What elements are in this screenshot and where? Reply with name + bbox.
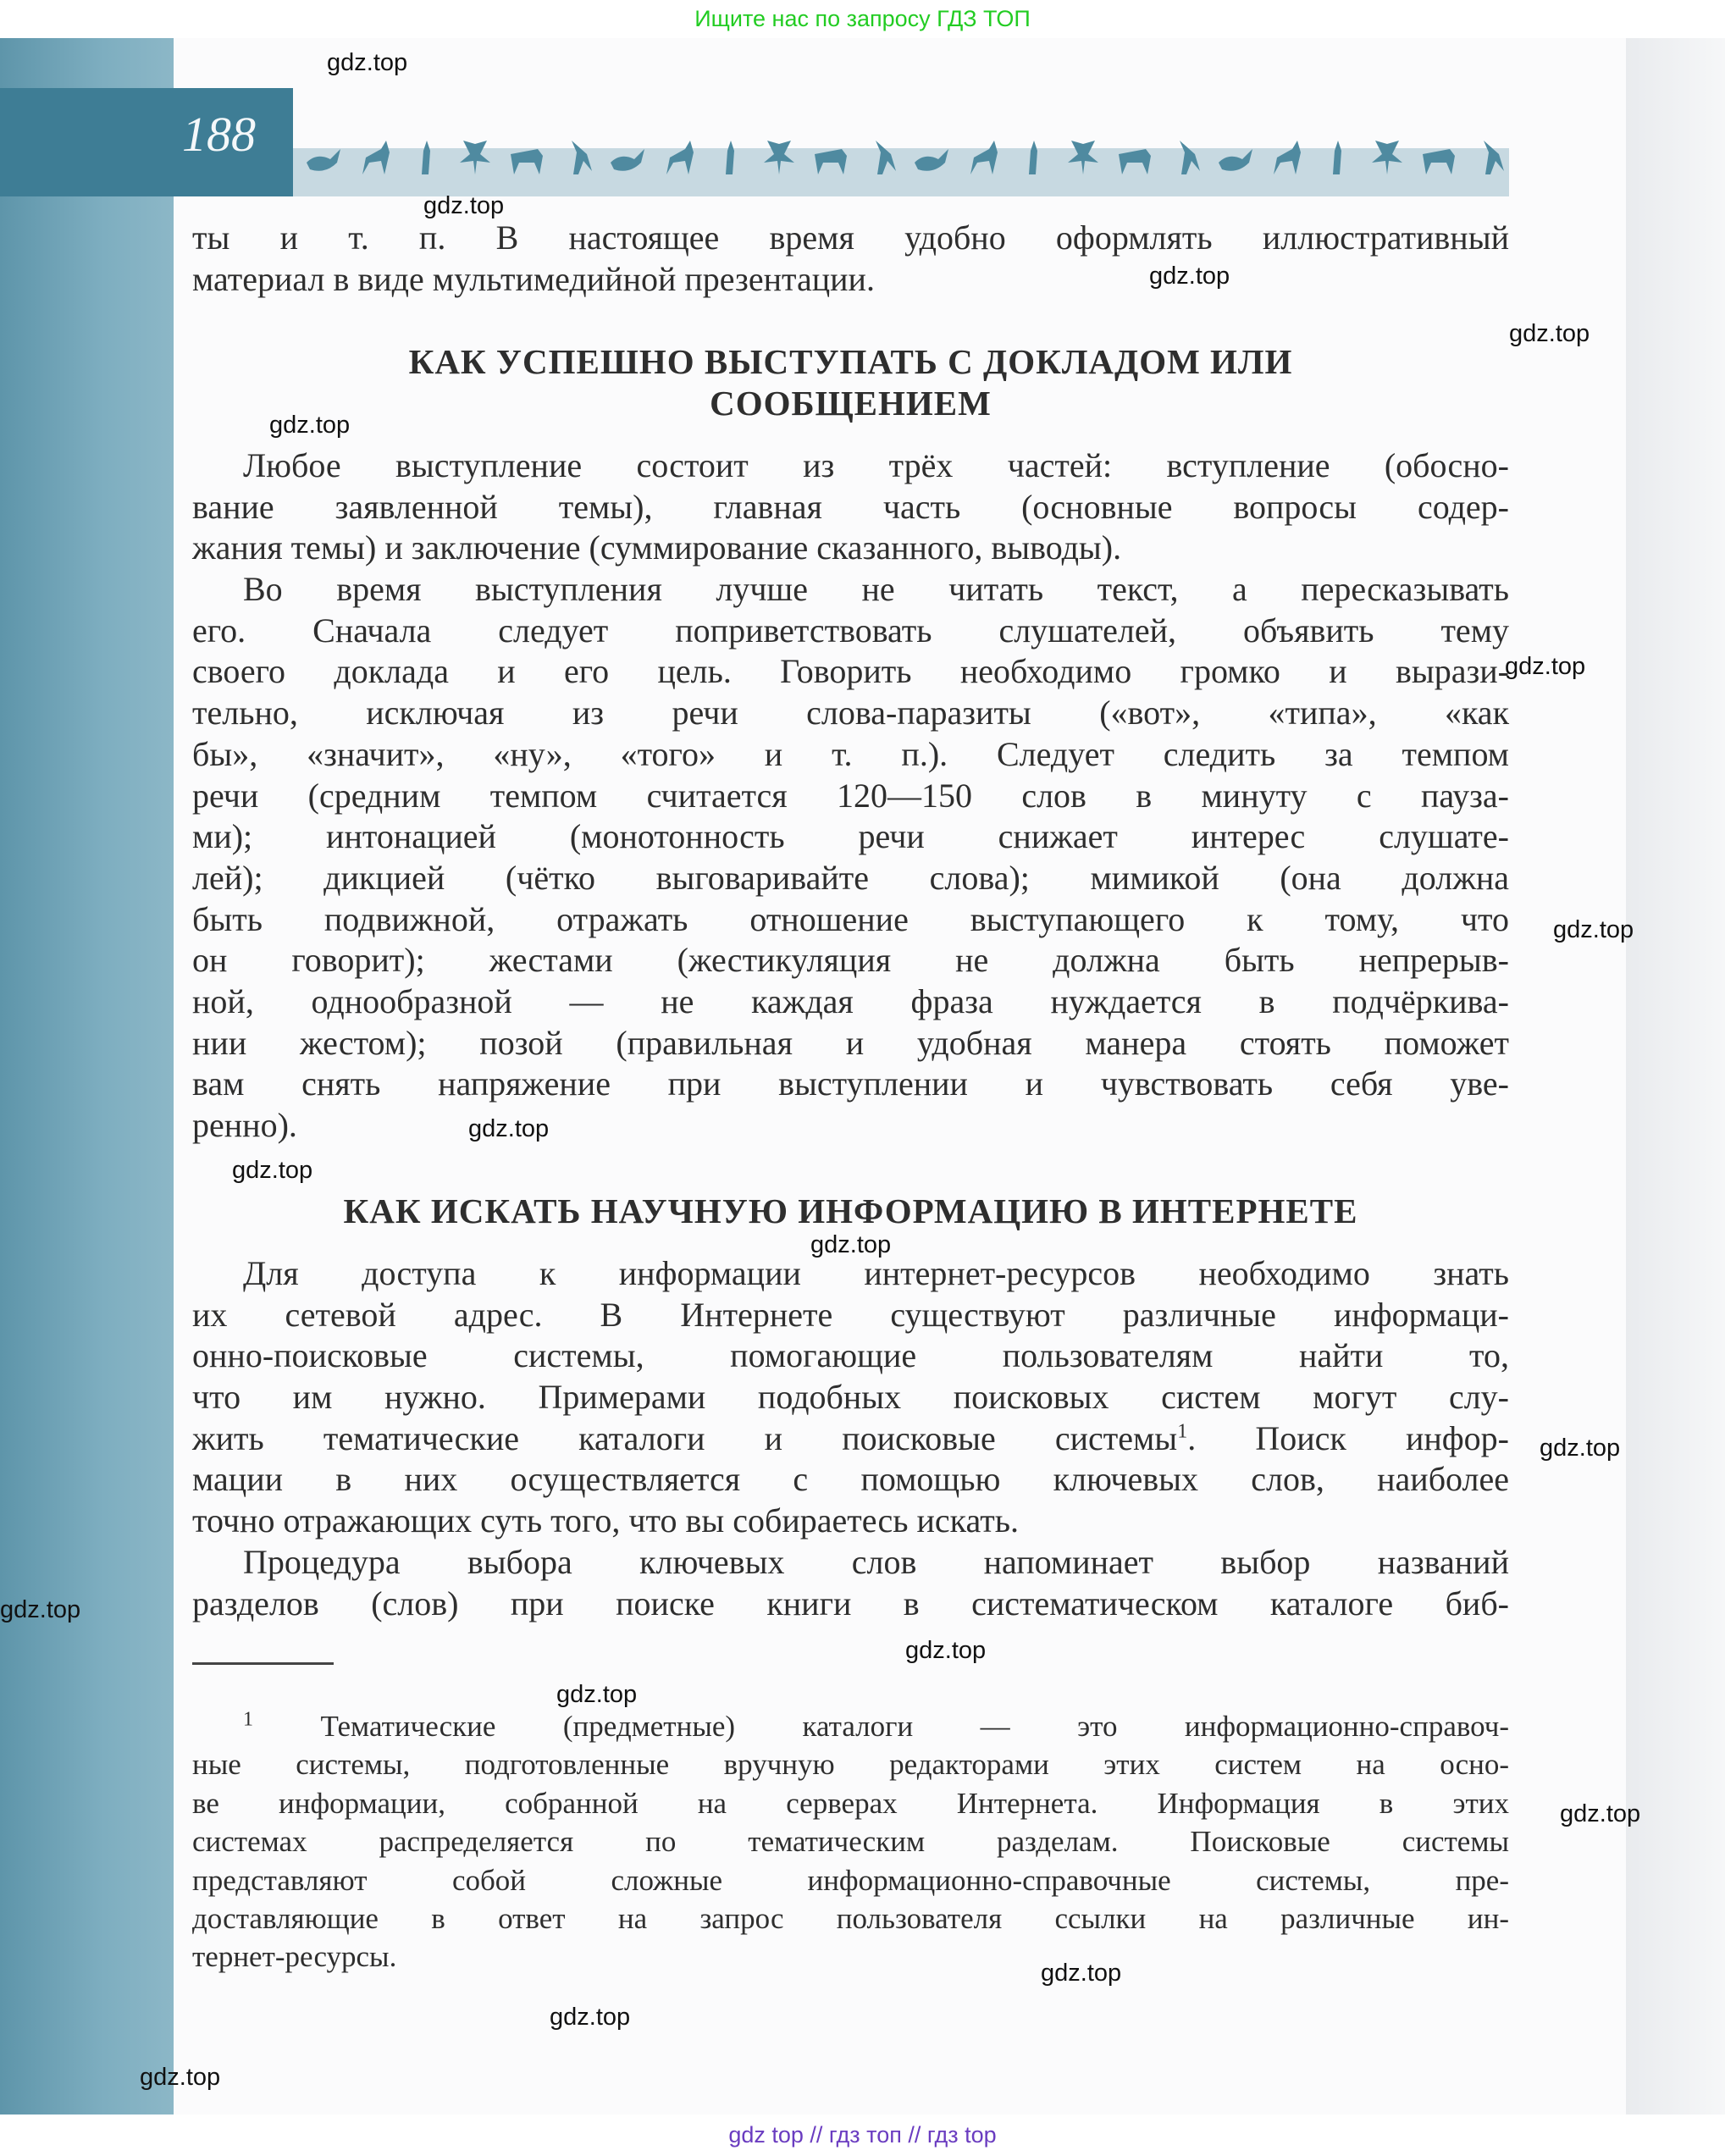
text-line: Любое выступление состоит из трёх частей: вступление (обосно- bbox=[243, 446, 1509, 484]
watermark-text: gdz.top bbox=[810, 1231, 892, 1258]
text-line bbox=[192, 1418, 1509, 1460]
animal-silhouette-icon bbox=[1318, 137, 1355, 178]
watermark-text: gdz.top bbox=[1540, 1435, 1621, 1462]
section-heading-speech bbox=[192, 341, 1509, 423]
watermark-text: gdz.top bbox=[1041, 1960, 1122, 1987]
text-line: вам снять напряжение при выступлении и чувствовать себя уве- bbox=[192, 1064, 1509, 1103]
text-line: его. Сначала следует поприветствовать слушателей, объявить тему bbox=[192, 611, 1509, 650]
animal-silhouette-icon bbox=[507, 137, 545, 178]
animal-silhouette-icon bbox=[1064, 137, 1102, 178]
footnote-divider bbox=[192, 1662, 334, 1665]
footnote-line: системах распределяется по тематическим разделам. Поисковые системы bbox=[192, 1825, 1509, 1859]
watermark-text: gdz.top bbox=[269, 412, 351, 439]
animal-silhouette-icon bbox=[558, 137, 595, 178]
watermark-text: gdz.top bbox=[468, 1115, 550, 1142]
footnote bbox=[192, 1707, 1509, 1976]
animal-silhouette-icon bbox=[1115, 137, 1153, 178]
section-heading-internet bbox=[192, 1191, 1509, 1232]
heading-line: КАК ИСКАТЬ НАУЧНУЮ ИНФОРМАЦИЮ В ИНТЕРНЕТЕ bbox=[343, 1191, 1358, 1230]
text-line: их сетевой адрес. В Интернете существуют различные информаци- bbox=[192, 1295, 1509, 1334]
animal-silhouette-icon bbox=[811, 137, 849, 178]
footnote-line: ные системы, подготовленные вручную редакторами этих систем на осно- bbox=[192, 1748, 1509, 1782]
footnote-line: представляют собой сложные информационно-справочные системы, пре- bbox=[192, 1863, 1509, 1897]
text-line: Во время выступления лучше не читать текст, а пересказывать bbox=[243, 570, 1509, 609]
footnote-line: доставляющие в ответ на запрос пользователя ссылки на различные ин- bbox=[192, 1901, 1509, 1935]
text-line: лей); дикцией (чётко выговаривайте слова); мимикой (она должна bbox=[192, 858, 1509, 897]
text-line: мации в них осуществляется с помощью ключевых слов, наиболее bbox=[192, 1460, 1509, 1499]
watermark-text: gdz.top bbox=[140, 2064, 221, 2091]
animal-silhouette-icon bbox=[1267, 137, 1304, 178]
text-line: бы», «значит», «ну», «того» и т. п.). Следует следить за темпом bbox=[192, 734, 1509, 773]
text-line: ми); интонацией (монотонность речи снижает интерес слушате- bbox=[192, 817, 1509, 856]
text-line: своего доклада и его цель. Говорить необходимо громко и вырази- bbox=[192, 652, 1509, 691]
animal-silhouette-icon bbox=[1368, 137, 1406, 178]
animal-silhouette-icon bbox=[660, 137, 697, 178]
text-line: речи (средним темпом считается 120—150 слов в минуту с пауза- bbox=[192, 776, 1509, 815]
text-line: ренно). bbox=[192, 1106, 297, 1144]
animal-silhouette-icon bbox=[356, 137, 393, 178]
text-line: вание заявленной темы), главная часть (основные вопросы содер- bbox=[192, 487, 1509, 526]
page-number: 188 bbox=[182, 107, 256, 162]
watermark-text: gdz.top bbox=[327, 49, 408, 76]
footnote-line bbox=[192, 1707, 1509, 1745]
section-internet-body bbox=[192, 1253, 1509, 1624]
animal-silhouette-icon bbox=[406, 137, 444, 178]
heading-line: КАК УСПЕШНО ВЫСТУПАТЬ С ДОКЛАДОМ ИЛИ bbox=[408, 342, 1293, 381]
footnote-marker: 1 bbox=[243, 1708, 253, 1731]
footnote-line: ве информации, собранной на серверах Интернета. Информация в этих bbox=[192, 1786, 1509, 1820]
animal-silhouette-icon bbox=[760, 137, 798, 178]
animal-silhouette-icon bbox=[305, 137, 342, 178]
animal-silhouette-icon bbox=[1419, 137, 1457, 178]
footnote-ref[interactable]: 1 bbox=[1177, 1420, 1188, 1443]
animal-silhouette-icon bbox=[913, 137, 950, 178]
text-line: быть подвижной, отражать отношение выступающего к тому, что bbox=[192, 899, 1509, 938]
animal-silhouette-icon bbox=[609, 137, 646, 178]
watermark-text: gdz.top bbox=[550, 2004, 631, 2031]
text-line: он говорит); жестами (жестикуляция не должна быть непрерыв- bbox=[192, 941, 1509, 980]
text-segment: жить тематические каталоги и поисковые системы bbox=[192, 1418, 1178, 1457]
text-line: тельно, исключая из речи слова-паразиты («вот», «типа», «как bbox=[192, 694, 1509, 732]
watermark-text: gdz.top bbox=[905, 1637, 987, 1664]
page-side-strip bbox=[0, 38, 174, 2115]
text-line: Процедура выбора ключевых слов напоминает выбор названий bbox=[243, 1542, 1509, 1581]
watermark-text: gdz.top bbox=[232, 1157, 313, 1184]
animal-silhouette-icon bbox=[1166, 137, 1203, 178]
animal-silhouette-icon bbox=[1470, 137, 1507, 178]
animal-silhouette-icon bbox=[456, 137, 494, 178]
watermark-text: gdz.top bbox=[1553, 916, 1634, 943]
watermark-text: gdz.top bbox=[1505, 653, 1586, 680]
watermark-text: gdz.top bbox=[556, 1681, 638, 1708]
animal-silhouette-icon bbox=[964, 137, 1001, 178]
animal-silhouette-icon bbox=[862, 137, 899, 178]
animal-silhouette-icon bbox=[710, 137, 748, 178]
watermark-text: gdz.top bbox=[423, 192, 505, 219]
animal-silhouette-icon bbox=[1014, 137, 1051, 178]
watermark-text: gdz.top bbox=[1149, 263, 1230, 290]
watermark-text: gdz.top bbox=[1560, 1800, 1641, 1827]
heading-line: СООБЩЕНИЕМ bbox=[710, 383, 992, 423]
text-line: Для доступа к информации интернет-ресурсов необходимо знать bbox=[243, 1254, 1509, 1292]
text-line: ной, однообразной — не каждая фраза нуждается в подчёркива- bbox=[192, 981, 1509, 1020]
text-segment: Тематические (предметные) каталоги — это информационно-справоч- bbox=[320, 1710, 1509, 1743]
top-banner[interactable]: Ищите нас по запросу ГДЗ ТОП bbox=[0, 0, 1725, 38]
text-line: материал в виде мультимедийной презентации. bbox=[192, 259, 875, 298]
footnote-line: тернет-ресурсы. bbox=[192, 1940, 397, 1974]
watermark-text: gdz.top bbox=[1509, 320, 1590, 347]
animal-silhouette-icon bbox=[1217, 137, 1254, 178]
text-line: ты и т. п. В настоящее время удобно оформлять иллюстративный bbox=[192, 218, 1509, 257]
watermark-text: gdz.top bbox=[0, 1596, 81, 1623]
animal-silhouettes-row bbox=[305, 127, 1507, 178]
text-line: точно отражающих суть того, что вы собираетесь искать. bbox=[192, 1501, 1019, 1540]
page-right-edge bbox=[1626, 38, 1725, 2115]
intro-paragraph bbox=[192, 218, 1509, 300]
text-line: нии жестом); позой (правильная и удобная манера стоять поможет bbox=[192, 1023, 1509, 1062]
text-line: разделов (слов) при поиске книги в систематическом каталоге биб- bbox=[192, 1584, 1509, 1623]
text-line: жания темы) и заключение (суммирование сказанного, выводы). bbox=[192, 528, 1122, 567]
section-speech-body bbox=[192, 445, 1509, 1147]
text-line: онно-поисковые системы, помогающие пользователям найти то, bbox=[192, 1336, 1509, 1375]
bottom-banner[interactable]: gdz top // гдз топ // гдз top bbox=[0, 2115, 1725, 2156]
text-segment: . Поиск инфор- bbox=[1187, 1418, 1509, 1457]
text-line: что им нужно. Примерами подобных поисковых систем могут слу- bbox=[192, 1378, 1509, 1417]
